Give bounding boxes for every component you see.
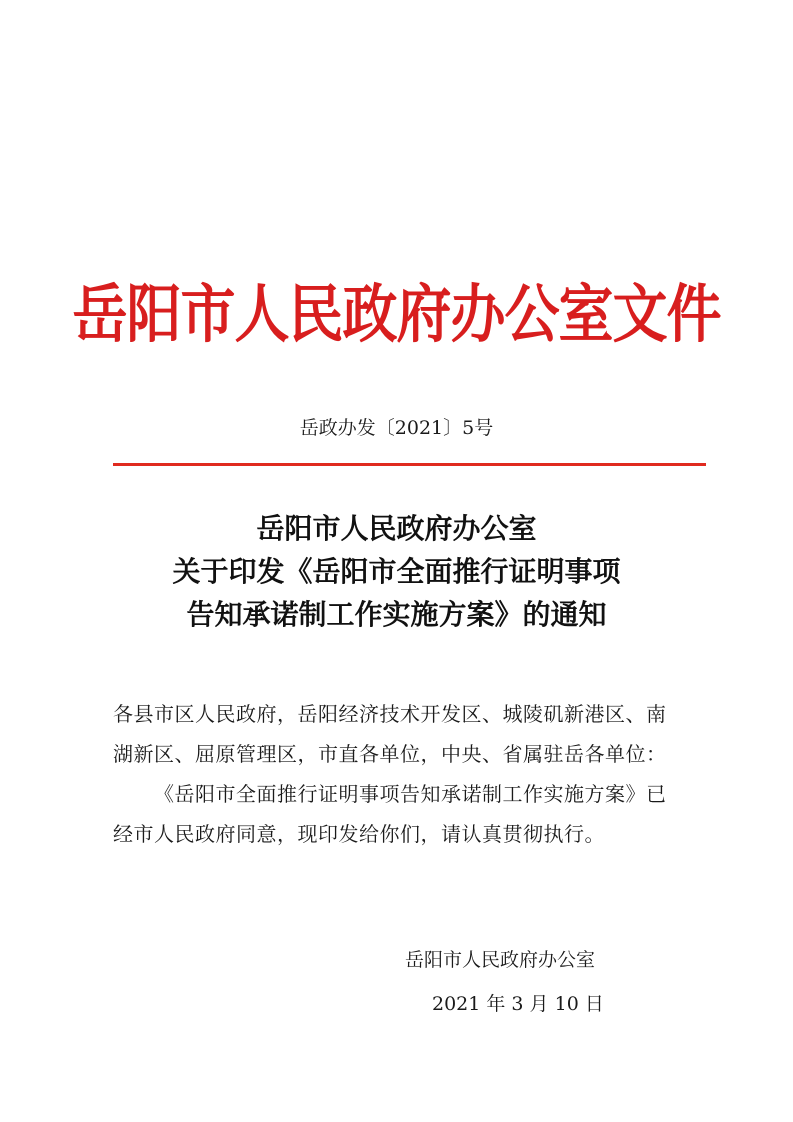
- content-paragraph: 《岳阳市全面推行证明事项告知承诺制工作实施方案》已经市人民政府同意，现印发给你们，请认真贯彻执行。: [113, 782, 667, 846]
- issue-date: 2021 年 3 月 10 日: [432, 993, 604, 1015]
- document-number: 岳政办发〔2021〕5号: [299, 417, 494, 439]
- addressee-paragraph: 各县市区人民政府，岳阳经济技术开发区、城陵矶新港区、南湖新区、屈原管理区，市直各单位，中央、省属驻岳各单位：: [113, 702, 667, 766]
- masthead-title: 岳阳市人民政府办公室文件: [72, 276, 721, 351]
- title-line-3: 告知承诺制工作实施方案》的通知: [186, 598, 607, 631]
- title-line-1: 岳阳市人民政府办公室: [256, 512, 537, 545]
- notice-title: [0, 507, 793, 636]
- signature-block: [405, 945, 645, 1019]
- red-separator-line: [113, 463, 706, 466]
- notice-body: [113, 694, 681, 854]
- title-line-2: 关于印发《岳阳市全面推行证明事项: [172, 555, 621, 588]
- issuing-office: 岳阳市人民政府办公室: [405, 949, 596, 971]
